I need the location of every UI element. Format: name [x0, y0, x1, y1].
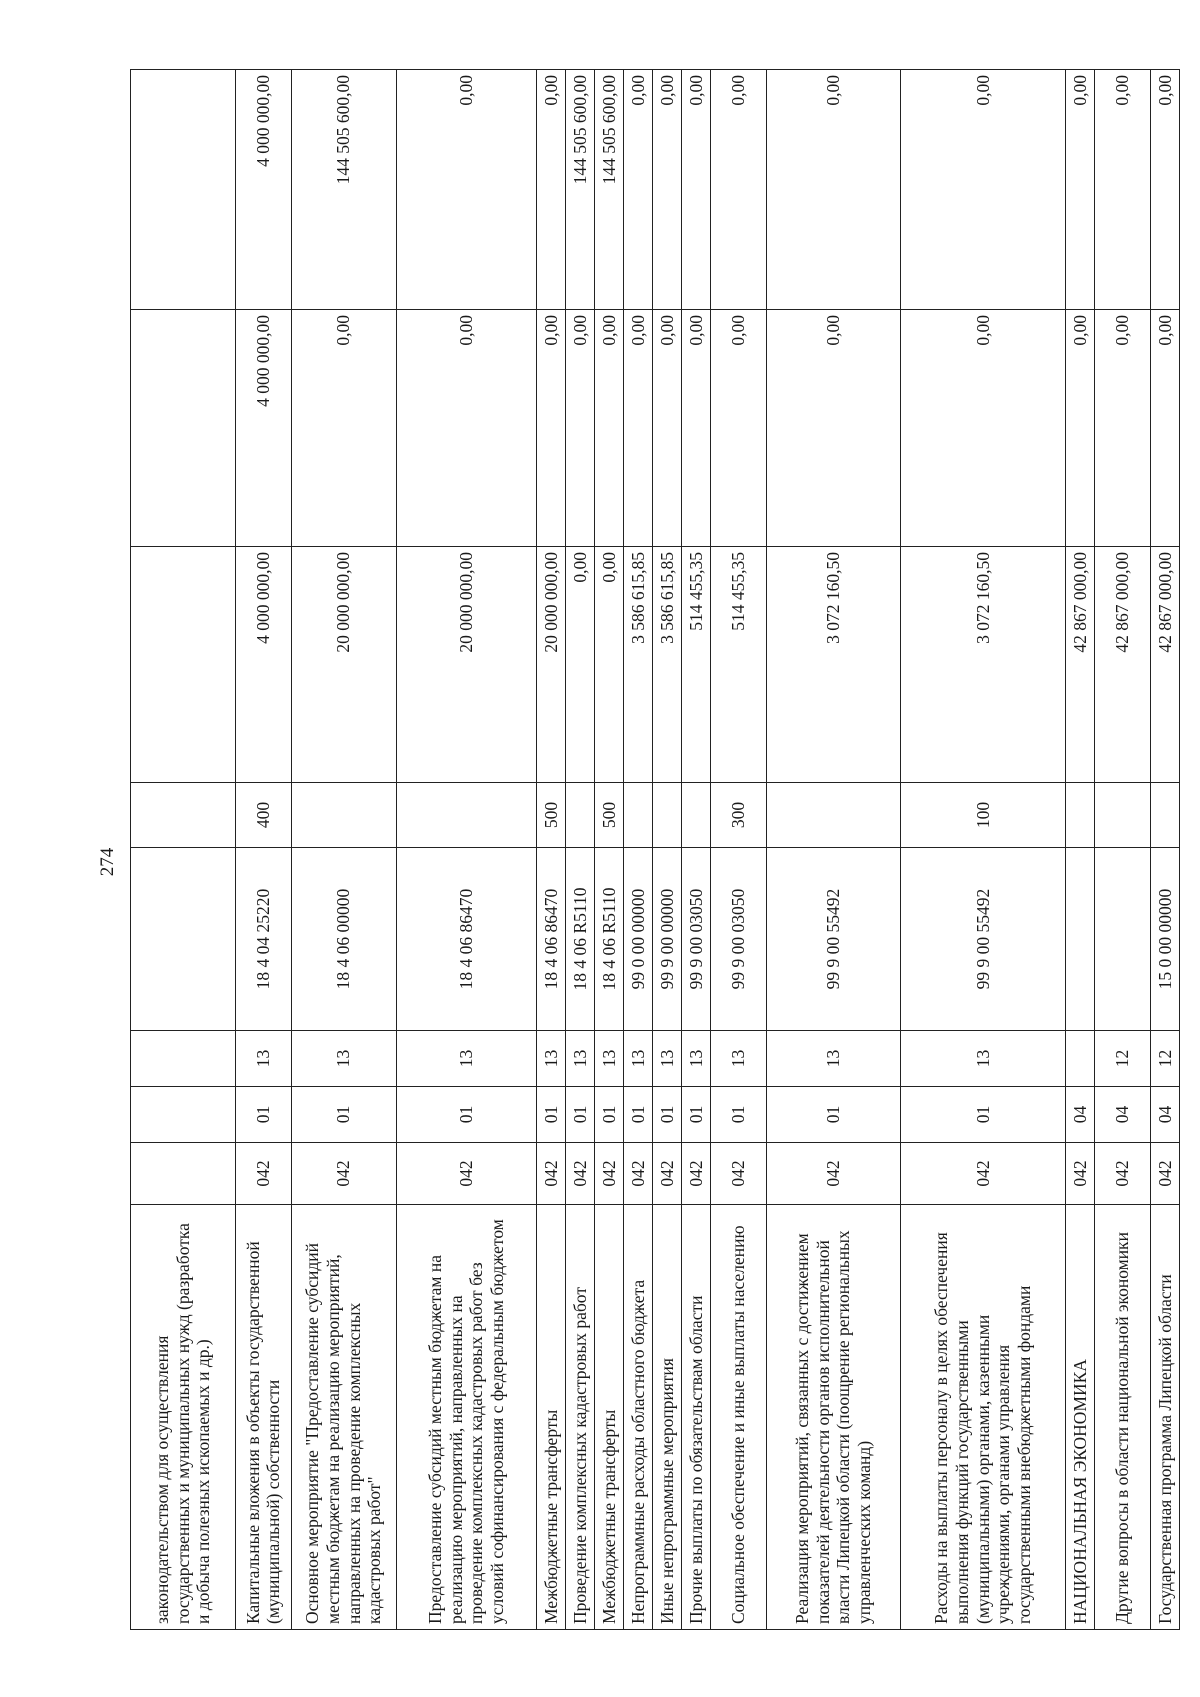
cell-total: 514 455,35 — [682, 547, 711, 783]
cell-ved: 042 — [566, 1143, 595, 1205]
cell-col3: 0,00 — [1066, 70, 1095, 310]
cell-col3: 0,00 — [1095, 70, 1151, 310]
rotated-table-area — [130, 70, 1180, 1630]
cell-ved: 042 — [1150, 1143, 1179, 1205]
cell-ved: 042 — [291, 1143, 396, 1205]
cell-pr: 12 — [1150, 1031, 1179, 1087]
cell-ved: 042 — [537, 1143, 566, 1205]
cell-pr: 13 — [396, 1031, 537, 1087]
cell-total: 42 867 000,00 — [1150, 547, 1179, 783]
cell-rz: 01 — [235, 1087, 291, 1143]
cell-name: Основное мероприятие "Предоставление субсидий местным бюджетам на реализацию мероприятий, направленных на проведение комплексных кадастровых работ" — [291, 1205, 396, 1630]
cell-csr: 18 4 06 R5110 — [566, 848, 595, 1031]
cell-ved: 042 — [235, 1143, 291, 1205]
cell-ved: 042 — [900, 1143, 1065, 1205]
cell-total: 0,00 — [595, 547, 624, 783]
cell-col2: 4 000 000,00 — [235, 310, 291, 547]
table-row — [900, 70, 1065, 1630]
cell-csr: 99 9 00 00000 — [653, 848, 682, 1031]
cell-col3: 144 505 600,00 — [595, 70, 624, 310]
cell-rz: 01 — [537, 1087, 566, 1143]
cell-total: 514 455,35 — [711, 547, 767, 783]
cell-csr: 18 4 06 86470 — [537, 848, 566, 1031]
cell-ved: 042 — [711, 1143, 767, 1205]
cell-col3: 0,00 — [711, 70, 767, 310]
cell-vr — [1066, 783, 1095, 848]
cell-col3: 144 505 600,00 — [566, 70, 595, 310]
cell-pr — [1066, 1031, 1095, 1087]
cell-name: Межбюджетные трансферты — [595, 1205, 624, 1630]
cell-name: Межбюджетные трансферты — [537, 1205, 566, 1630]
cell-vr — [682, 783, 711, 848]
cell-vr — [624, 783, 653, 848]
cell-total: 42 867 000,00 — [1066, 547, 1095, 783]
cell-col2: 0,00 — [537, 310, 566, 547]
budget-table — [130, 69, 1180, 1630]
cell-ved: 042 — [653, 1143, 682, 1205]
cell-col2: 0,00 — [682, 310, 711, 547]
cell-name: Проведение комплексных кадастровых работ — [566, 1205, 595, 1630]
cell-ved: 042 — [624, 1143, 653, 1205]
table-row — [566, 70, 595, 1630]
cell-col3: 0,00 — [396, 70, 537, 310]
cell-csr: 15 0 00 00000 — [1150, 848, 1179, 1031]
cell-name: законодательством для осуществления государственных и муниципальных нужд (разработка и добыча полезных ископаемых и др.) — [131, 1205, 236, 1630]
table-row — [537, 70, 566, 1630]
cell-ved: 042 — [396, 1143, 537, 1205]
cell-vr — [131, 783, 236, 848]
cell-col3 — [131, 70, 236, 310]
cell-csr: 18 4 06 86470 — [396, 848, 537, 1031]
cell-vr — [396, 783, 537, 848]
table-row — [682, 70, 711, 1630]
cell-rz: 01 — [766, 1087, 900, 1143]
cell-ved: 042 — [595, 1143, 624, 1205]
cell-ved: 042 — [1095, 1143, 1151, 1205]
table-row — [711, 70, 767, 1630]
cell-rz: 01 — [653, 1087, 682, 1143]
cell-total: 3 586 615,85 — [653, 547, 682, 783]
cell-ved — [131, 1143, 236, 1205]
cell-col2: 0,00 — [396, 310, 537, 547]
cell-vr — [766, 783, 900, 848]
page-number: 274 — [97, 847, 118, 877]
cell-col3: 0,00 — [624, 70, 653, 310]
cell-rz: 01 — [711, 1087, 767, 1143]
cell-col2: 0,00 — [711, 310, 767, 547]
cell-pr: 13 — [624, 1031, 653, 1087]
cell-rz: 04 — [1095, 1087, 1151, 1143]
cell-pr: 13 — [291, 1031, 396, 1087]
cell-col2: 0,00 — [1095, 310, 1151, 547]
cell-name: Реализация мероприятий, связанных с достижением показателей деятельности органов исполнительной власти Липецкой области (поощрение региональных управленческих команд) — [766, 1205, 900, 1630]
cell-csr: 99 0 00 00000 — [624, 848, 653, 1031]
cell-pr: 13 — [900, 1031, 1065, 1087]
table-row — [396, 70, 537, 1630]
cell-name: Прочие выплаты по обязательствам области — [682, 1205, 711, 1630]
cell-total: 3 072 160,50 — [900, 547, 1065, 783]
cell-pr: 13 — [766, 1031, 900, 1087]
cell-csr: 18 4 06 00000 — [291, 848, 396, 1031]
cell-name: Социальное обеспечение и иные выплаты населению — [711, 1205, 767, 1630]
cell-name: Капитальные вложения в объекты государственной (муниципальной) собственности — [235, 1205, 291, 1630]
cell-csr: 99 9 00 55492 — [766, 848, 900, 1031]
cell-name: Предоставление субсидий местным бюджетам на реализацию мероприятий, направленных на проведение комплексных кадастровых работ без условий софинансирования с федеральным бюджетом — [396, 1205, 537, 1630]
table-body — [131, 70, 1180, 1630]
cell-rz: 01 — [291, 1087, 396, 1143]
cell-col3: 0,00 — [653, 70, 682, 310]
cell-col3: 144 505 600,00 — [291, 70, 396, 310]
cell-name: Другие вопросы в области национальной экономики — [1095, 1205, 1151, 1630]
cell-col3: 4 000 000,00 — [235, 70, 291, 310]
cell-total: 20 000 000,00 — [537, 547, 566, 783]
cell-vr: 100 — [900, 783, 1065, 848]
cell-rz — [131, 1087, 236, 1143]
cell-col3: 0,00 — [682, 70, 711, 310]
cell-total: 3 586 615,85 — [624, 547, 653, 783]
cell-name: Непрограммные расходы областного бюджета — [624, 1205, 653, 1630]
cell-pr: 13 — [595, 1031, 624, 1087]
cell-col2: 0,00 — [624, 310, 653, 547]
cell-vr: 300 — [711, 783, 767, 848]
cell-col3: 0,00 — [537, 70, 566, 310]
cell-col2: 0,00 — [653, 310, 682, 547]
cell-vr: 400 — [235, 783, 291, 848]
cell-total — [131, 547, 236, 783]
cell-vr: 500 — [537, 783, 566, 848]
cell-col3: 0,00 — [900, 70, 1065, 310]
table-row — [1095, 70, 1151, 1630]
cell-rz: 04 — [1066, 1087, 1095, 1143]
cell-vr — [653, 783, 682, 848]
cell-csr: 18 4 04 25220 — [235, 848, 291, 1031]
cell-csr: 99 9 00 03050 — [682, 848, 711, 1031]
cell-name: НАЦИОНАЛЬНАЯ ЭКОНОМИКА — [1066, 1205, 1095, 1630]
cell-total: 0,00 — [566, 547, 595, 783]
cell-ved: 042 — [1066, 1143, 1095, 1205]
rotated-table-container — [130, 70, 1180, 1630]
cell-total: 20 000 000,00 — [291, 547, 396, 783]
cell-name: Расходы на выплаты персоналу в целях обеспечения выполнения функций государственными (муниципальными) органами, казенными учреждениями, органами управления государственными внебюджетными фондами — [900, 1205, 1065, 1630]
cell-col2: 0,00 — [291, 310, 396, 547]
cell-total: 20 000 000,00 — [396, 547, 537, 783]
cell-pr: 13 — [711, 1031, 767, 1087]
table-row — [131, 70, 236, 1630]
table-row — [1150, 70, 1179, 1630]
cell-col3: 0,00 — [1150, 70, 1179, 310]
cell-total: 42 867 000,00 — [1095, 547, 1151, 783]
cell-total: 4 000 000,00 — [235, 547, 291, 783]
cell-pr: 13 — [682, 1031, 711, 1087]
table-row — [653, 70, 682, 1630]
cell-rz: 04 — [1150, 1087, 1179, 1143]
cell-col2: 0,00 — [1150, 310, 1179, 547]
cell-csr — [1095, 848, 1151, 1031]
cell-name: Государственная программа Липецкой области — [1150, 1205, 1179, 1630]
cell-pr: 13 — [566, 1031, 595, 1087]
cell-col2 — [131, 310, 236, 547]
cell-pr: 13 — [653, 1031, 682, 1087]
cell-rz: 01 — [624, 1087, 653, 1143]
cell-rz: 01 — [595, 1087, 624, 1143]
cell-rz: 01 — [682, 1087, 711, 1143]
cell-csr: 99 9 00 03050 — [711, 848, 767, 1031]
cell-col2: 0,00 — [900, 310, 1065, 547]
cell-vr: 500 — [595, 783, 624, 848]
table-row — [291, 70, 396, 1630]
table-row — [624, 70, 653, 1630]
table-row — [595, 70, 624, 1630]
cell-col2: 0,00 — [566, 310, 595, 547]
cell-col3: 0,00 — [766, 70, 900, 310]
cell-pr: 13 — [537, 1031, 566, 1087]
cell-rz: 01 — [396, 1087, 537, 1143]
cell-vr — [291, 783, 396, 848]
cell-rz: 01 — [566, 1087, 595, 1143]
cell-total: 3 072 160,50 — [766, 547, 900, 783]
cell-col2: 0,00 — [1066, 310, 1095, 547]
cell-csr — [131, 848, 236, 1031]
table-row — [1066, 70, 1095, 1630]
cell-csr — [1066, 848, 1095, 1031]
cell-ved: 042 — [682, 1143, 711, 1205]
cell-col2: 0,00 — [766, 310, 900, 547]
cell-ved: 042 — [766, 1143, 900, 1205]
table-row — [235, 70, 291, 1630]
cell-name: Иные непрограммные мероприятия — [653, 1205, 682, 1630]
cell-vr — [1095, 783, 1151, 848]
cell-vr — [1150, 783, 1179, 848]
cell-rz: 01 — [900, 1087, 1065, 1143]
cell-pr: 12 — [1095, 1031, 1151, 1087]
cell-pr — [131, 1031, 236, 1087]
cell-vr — [566, 783, 595, 848]
cell-csr: 18 4 06 R5110 — [595, 848, 624, 1031]
table-row — [766, 70, 900, 1630]
cell-csr: 99 9 00 55492 — [900, 848, 1065, 1031]
cell-pr: 13 — [235, 1031, 291, 1087]
cell-col2: 0,00 — [595, 310, 624, 547]
